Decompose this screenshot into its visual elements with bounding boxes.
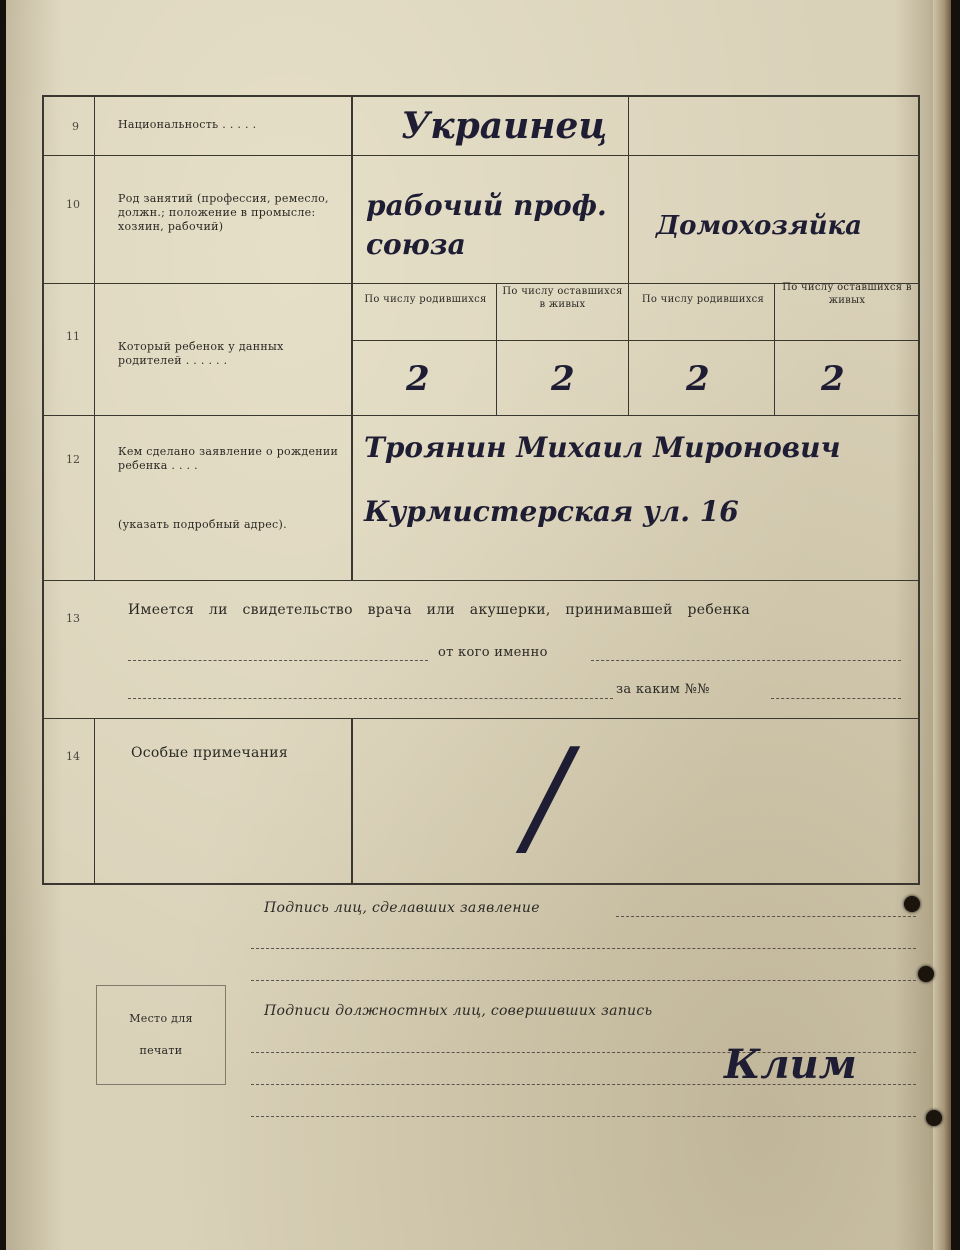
r13-dash-2 [591, 660, 901, 661]
row-line-top [42, 95, 920, 97]
row-12-note: (указать подробный адрес). [118, 518, 287, 531]
r13-dash-1 [128, 660, 428, 661]
row-11-sub [351, 340, 920, 341]
row-13-line-3: за каким №№ [616, 682, 710, 697]
row-13-line-1: Имеется ли свидетельство врача или акушерки, принимавшей ребенка [128, 602, 750, 618]
label-col-line-2 [351, 718, 353, 883]
r11-col-a [496, 283, 497, 415]
row-num-14: 14 [66, 750, 80, 763]
row-11-label: Который ребенок у данных родителей . . . . . . [118, 340, 284, 367]
applicants-signature-label: Подпись лиц, сделавших заявление [264, 900, 540, 916]
row-12-value-1: Троянин Михаил Миронович [364, 431, 841, 464]
row-12-value-2: Курмистерская ул. 16 [364, 495, 739, 528]
sig-line-2 [251, 948, 916, 949]
row-line-14 [42, 718, 920, 719]
r11-hdr-1: По числу родившихся [364, 294, 487, 305]
binding-hole [926, 1110, 942, 1126]
officials-signature-label: Подписи должностных лиц, совершивших запись [264, 1003, 653, 1019]
sig-line-6 [251, 1116, 916, 1117]
binding-hole [904, 896, 920, 912]
row-line-10 [42, 155, 920, 156]
stamp-place-box [96, 985, 226, 1085]
row-num-9: 9 [72, 120, 79, 133]
register-page [6, 0, 951, 1250]
r11-hdr-4: По числу оставшихся в живых [782, 282, 912, 306]
sig-line-3 [251, 980, 916, 981]
r13-dash-4 [771, 698, 901, 699]
row-num-13: 13 [66, 612, 80, 625]
num-col-line [94, 95, 95, 580]
stamp-place-line-1: Место для [129, 1012, 193, 1025]
r11-hdr-3: По числу родившихся [641, 294, 765, 305]
row-10-label: Род занятий (профессия, ремесло, должн.; положение в промысле: хозяин, рабочий) [118, 192, 329, 233]
row-9-label: Национальность . . . . . [118, 118, 257, 131]
row-num-12: 12 [66, 453, 80, 466]
row-14-value: / [526, 720, 570, 872]
r11-hdr-2: По числу оставшихся в живых [502, 286, 623, 310]
binding-hole [918, 966, 934, 982]
table-left-border [42, 95, 44, 885]
row-line-13 [42, 580, 920, 581]
row-line-bottom [42, 883, 920, 885]
row-line-12 [42, 415, 920, 416]
stamp-place-line-2: печати [139, 1044, 183, 1057]
row-9-value: Украинец [401, 105, 608, 147]
r13-dash-3 [128, 698, 613, 699]
mid-col-line [628, 95, 629, 415]
r11-val-4: 2 [821, 359, 845, 399]
row-12-label: Кем сделано заявление о рождении ребенка . . . . [118, 445, 339, 472]
r11-val-3: 2 [686, 359, 710, 399]
label-col-line [351, 95, 353, 580]
row-13-line-2: от кого именно [438, 645, 548, 660]
official-signature: Клим [724, 1041, 857, 1088]
row-num-10: 10 [66, 198, 80, 211]
row-14-label: Особые примечания [131, 745, 289, 761]
r11-val-1: 2 [406, 359, 430, 399]
row-num-11: 11 [66, 330, 80, 343]
table-right-border [918, 95, 920, 885]
page-edge [933, 0, 951, 1250]
r11-col-b [774, 283, 775, 415]
num-col-line-2 [94, 718, 95, 883]
row-10-mother-value: Домохозяйка [656, 211, 862, 241]
sig-line-1 [616, 916, 916, 917]
row-10-father-value: рабочий проф. союза [366, 189, 607, 262]
r11-val-2: 2 [551, 359, 575, 399]
